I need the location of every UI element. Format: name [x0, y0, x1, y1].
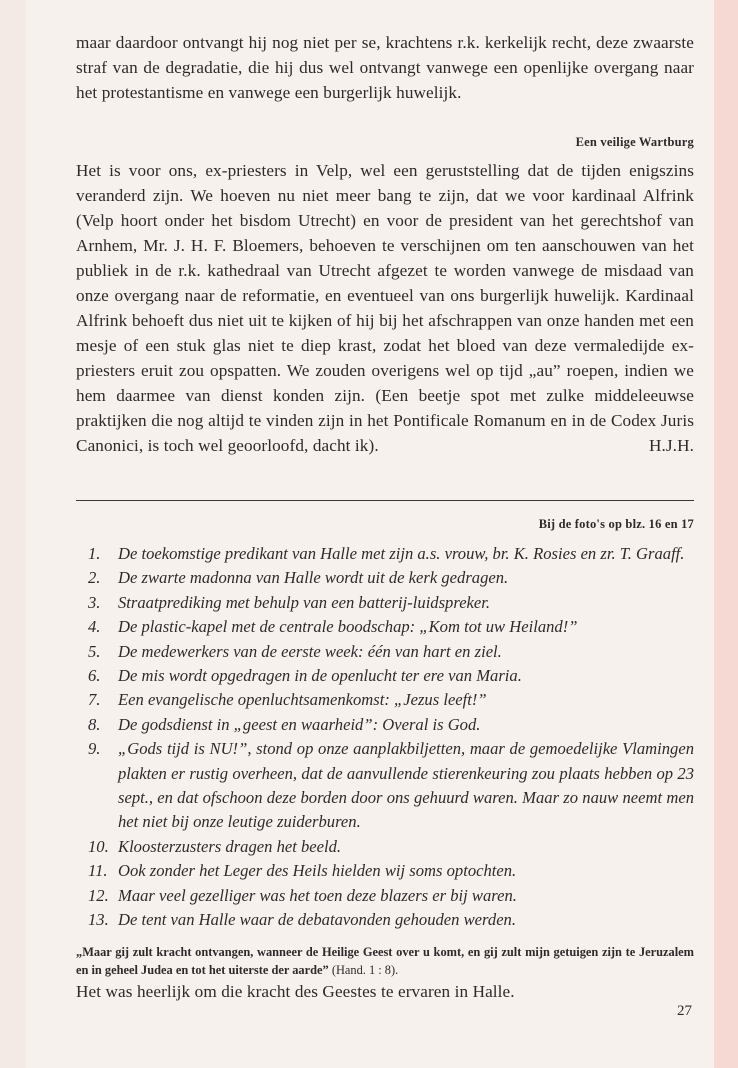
paragraph-2	[76, 158, 694, 458]
caption-item	[76, 640, 694, 664]
content	[76, 30, 694, 1004]
caption-number: 8.	[88, 714, 101, 734]
caption-text: Straatprediking met behulp van een batterij-luidspreker.	[118, 592, 491, 612]
caption-number: 11.	[88, 861, 108, 881]
signature: H.J.H.	[648, 436, 694, 455]
caption-list	[76, 542, 694, 933]
caption-number: 1.	[88, 544, 101, 563]
closing-sentence: Het was heerlijk om die kracht des Geestes te ervaren in Halle.	[76, 981, 515, 1001]
section-heading-photos: Bij de foto's op blz. 16 en 17	[538, 517, 694, 531]
caption-item	[76, 615, 694, 639]
caption-text: Een evangelische openluchtsamenkomst: „Jezus leeft!”	[118, 690, 487, 710]
caption-text: De toekomstige predikant van Halle met zijn a.s. vrouw, br. K. Rosies en zr. T. Graaff.	[118, 544, 685, 563]
page-edge	[714, 0, 738, 1068]
caption-item	[76, 542, 694, 566]
caption-text: De medewerkers van de eerste week: één van hart en ziel.	[118, 641, 502, 661]
bible-quote	[76, 943, 694, 979]
quote-text: „Maar gij zult kracht ontvangen, wanneer de Heilige Geest over u komt, en gij zult mijn getuigen zijn te Jeruzalem en in geheel Judea en tot het uiterste der aarde”	[76, 944, 694, 977]
quote-reference: (Hand. 1 : 8).	[328, 962, 399, 977]
caption-text: De mis wordt opgedragen in de openlucht ter ere van Maria.	[118, 666, 522, 686]
caption-item	[76, 688, 694, 712]
caption-text: Maar veel gezelliger was het toen deze blazers er bij waren.	[118, 885, 517, 905]
caption-item	[76, 908, 694, 932]
divider-rule	[76, 500, 694, 501]
paragraph-2-text: Het is voor ons, ex-priesters in Velp, wel een geruststelling dat de tijden enigszins veranderd zijn. We hoeven nu niet meer bang te zijn, dat we voor kardinaal Alfrink (Velp hoort onder het bisdom Utrecht) en voor de president van het gerechtshof van Arnhem, Mr. J. H. F. Bloemers, behoeven te verschijnen om ten aanschouwen van het publiek in de r.k. kathedraal van Utrecht afgezet te worden vanwege de misdaad van onze overgang naar de reformatie, en eventueel van ons burgerlijk huwelijk. Kardinaal Alfrink behoeft dus niet uit te kijken of hij bij het afschrappen van onze handen met een mesje of een stuk glas niet te diep krast, zodat het bloed van deze vermaledijde ex-priesters eruit zou opspatten. We zouden overigens wel op tijd „au” roepen, indien we hem daarmee van dienst konden zijn. (Een beetje spot met zulke middeleeuwse praktijken die nog altijd te vinden zijn in het Pontificale Romanum en in de Codex Juris Canonici, is toch wel geoorloofd, dacht ik).	[76, 161, 694, 455]
caption-text: Kloosterzusters dragen het beeld.	[118, 836, 342, 856]
caption-number: 7.	[88, 690, 101, 710]
caption-item	[76, 737, 694, 835]
caption-number: 3.	[88, 592, 101, 612]
caption-number: 4.	[88, 617, 101, 637]
caption-number: 10.	[88, 836, 109, 856]
caption-item	[76, 664, 694, 688]
caption-text: De plastic-kapel met de centrale boodschap: „Kom tot uw Heiland!”	[118, 617, 578, 637]
caption-number: 5.	[88, 641, 101, 661]
caption-item	[76, 591, 694, 615]
paragraph-1: maar daardoor ontvangt hij nog niet per se, krachtens r.k. kerkelijk recht, deze zwaarste straf van de degradatie, die hij dus wel ontvangt vanwege een openlijke overgang naar het protestantisme en vanwege een burgerlijk huwelijk.	[76, 33, 694, 102]
caption-text: De godsdienst in „geest en waarheid”: Overal is God.	[118, 714, 481, 734]
page-number: 27	[677, 1003, 692, 1019]
caption-text: De tent van Halle waar de debatavonden gehouden werden.	[118, 910, 516, 930]
caption-number: 13.	[88, 910, 109, 930]
caption-item	[76, 566, 694, 590]
caption-item	[76, 859, 694, 883]
caption-number: 12.	[88, 885, 109, 905]
page	[26, 0, 714, 1068]
caption-number: 9.	[88, 739, 101, 759]
caption-number: 6.	[88, 666, 101, 686]
caption-item	[76, 835, 694, 859]
caption-number: 2.	[88, 568, 101, 588]
section-heading-wartburg: Een veilige Wartburg	[575, 135, 694, 149]
caption-text: Ook zonder het Leger des Heils hielden wij soms optochten.	[118, 861, 517, 881]
caption-item	[76, 884, 694, 908]
caption-text: „Gods tijd is NU!”, stond op onze aanplakbiljetten, maar de gemoedelijke Vlamingen plakten er rustig overheen, dat de aanvullende stierenkeuring zou plaats hebben op 23 sept., en dat ofschoon deze borden door ons gehuurd waren. Maar zo nauw neemt men het niet bij onze leutige zuiderburen.	[118, 739, 694, 832]
caption-item	[76, 713, 694, 737]
caption-text: De zwarte madonna van Halle wordt uit de kerk gedragen.	[118, 568, 509, 588]
